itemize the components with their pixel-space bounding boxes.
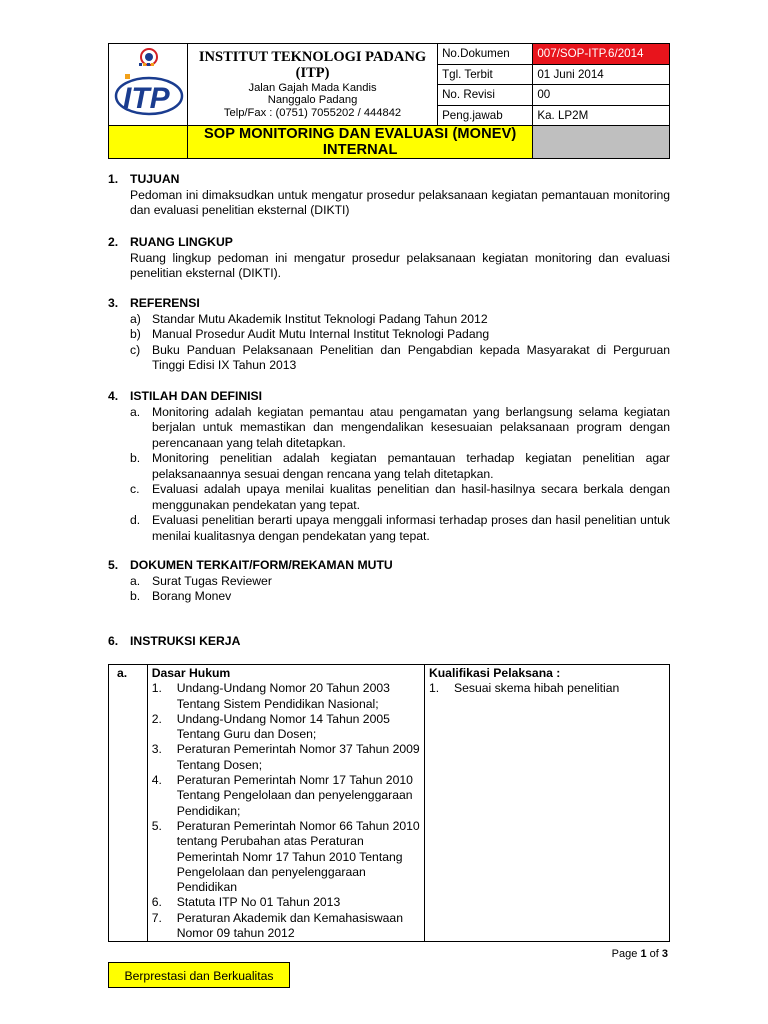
list-item xyxy=(130,343,670,374)
meta-label-responsible: Peng.jawab xyxy=(438,105,533,126)
list-marker: 7. xyxy=(151,910,162,925)
phone-fax: Telp/Fax : (0751) 7055202 / 444842 xyxy=(223,106,402,119)
qualification-list xyxy=(429,681,665,696)
legal-basis-list xyxy=(152,681,420,941)
list-text: Peraturan Pemerintah Nomor 66 Tahun 2010 tentang Perubahan atas Peraturan Pemerintah Nomr 17 Tahun 2010 Tentang Pengelolaan dan penyelenggaraan Pendidikan xyxy=(176,818,420,895)
meta-value-doc-number: 007/SOP-ITP.6/2014 xyxy=(533,44,670,65)
section-title: RUANG LINGKUP xyxy=(130,235,233,249)
instruction-table xyxy=(108,664,670,942)
list-marker: c) xyxy=(130,342,141,357)
section-text: Ruang lingkup pedoman ini mengatur prosedur pelaksanaan kegiatan monitoring dan evaluasi penelitian eksternal (DIKTI). xyxy=(130,250,670,280)
meta-label-doc-number: No.Dokumen xyxy=(438,44,533,65)
list-marker: b) xyxy=(130,327,141,341)
page-current: 1 xyxy=(640,948,647,960)
document-header xyxy=(108,43,670,159)
list-item xyxy=(130,589,670,605)
list-item xyxy=(130,405,670,452)
list-item xyxy=(130,574,670,590)
list-text: Monitoring adalah kegiatan pemantau atau pengamatan yang berlangsung selama kegiatan berjalan untuk memastikan dan mengendalikan kesesuaian pelaksanaan program dengan perencanaan yang telah ditetapkan. xyxy=(152,404,670,450)
section-referensi xyxy=(108,296,670,374)
meta-label-revision: No. Revisi xyxy=(438,85,533,106)
logo-text: ITP xyxy=(123,82,170,115)
list-text: Standar Mutu Akademik Institut Teknologi Padang Tahun 2012 xyxy=(152,311,488,326)
list-text: Peraturan Akademik dan Kemahasiswaan Nomor 09 tahun 2012 xyxy=(176,910,403,941)
section-tujuan xyxy=(108,172,670,219)
list-marker: a) xyxy=(130,311,141,326)
title-left-band xyxy=(109,126,188,159)
section-title: ISTILAH DAN DEFINISI xyxy=(130,389,263,403)
list-text: Peraturan Pemerintah Nomr 17 Tahun 2010 Tentang Pengelolaan dan penyelenggaraan Pendidikan; xyxy=(176,773,413,818)
list-text: Sesuai skema hibah penelitian xyxy=(453,681,620,696)
list-marker: 2. xyxy=(151,711,162,726)
section-title: DOKUMEN TERKAIT/FORM/REKAMAN MUTU xyxy=(130,558,393,572)
page-prefix: Page xyxy=(611,948,638,960)
meta-label-issue-date: Tgl. Terbit xyxy=(438,64,533,85)
list-marker: 5. xyxy=(151,818,162,833)
list-item xyxy=(152,895,420,910)
title-right-band xyxy=(533,126,670,159)
list-marker: 4. xyxy=(151,773,162,788)
list-item xyxy=(130,482,670,513)
institution-abbr: (ITP) xyxy=(295,65,330,82)
list-text: Statuta ITP No 01 Tahun 2013 xyxy=(176,895,341,910)
page-number xyxy=(560,948,668,960)
list-marker: b. xyxy=(130,589,141,603)
address-line-1: Jalan Gajah Mada Kandis xyxy=(248,81,377,94)
list-marker: 1. xyxy=(151,681,162,696)
list-marker: 3. xyxy=(151,742,162,757)
logo-cell xyxy=(109,44,188,126)
section-title: TUJUAN xyxy=(130,172,180,186)
list-item xyxy=(152,742,420,773)
list-marker: b. xyxy=(130,451,141,465)
section-instruksi-kerja xyxy=(108,634,670,650)
list-item xyxy=(429,681,665,696)
qualification-cell xyxy=(424,665,669,942)
list-marker: a. xyxy=(130,573,141,588)
document-title: SOP MONITORING DAN EVALUASI (MONEV) INTERNAL xyxy=(188,126,533,159)
section-text: Pedoman ini dimaksudkan untuk mengatur prosedur pelaksanaan kegiatan pemantauan monitoring dan evaluasi penelitian eksternal (DIKTI) xyxy=(130,187,670,217)
list-item xyxy=(152,911,420,942)
list-text: Monitoring penelitian adalah kegiatan pemantauan terhadap kegiatan penelitian agar pelaksanaannya sesuai dengan rencana yang telah ditetapkan. xyxy=(152,451,670,481)
legal-basis-cell xyxy=(147,665,424,942)
section-number: 6. xyxy=(108,634,119,648)
institution-block xyxy=(188,44,438,126)
section-ruang-lingkup xyxy=(108,235,670,282)
list-text: Borang Monev xyxy=(152,589,232,603)
list-item xyxy=(152,681,420,712)
section-number: 1. xyxy=(108,172,119,186)
page-total: 3 xyxy=(661,948,668,960)
address-line-2: Nanggalo Padang xyxy=(267,94,358,107)
section-number: 5. xyxy=(108,558,119,572)
section-number: 4. xyxy=(108,389,119,403)
section-dokumen-terkait xyxy=(108,558,670,605)
itp-logo xyxy=(109,44,187,120)
list-marker: 6. xyxy=(151,895,162,910)
motto-box: Berprestasi dan Berkualitas xyxy=(108,962,290,988)
list-item xyxy=(130,451,670,482)
list-item xyxy=(152,712,420,743)
list-item xyxy=(152,773,420,819)
section-title: REFERENSI xyxy=(130,296,200,310)
list-text: Manual Prosedur Audit Mutu Internal Institut Teknologi Padang xyxy=(152,327,490,341)
list-text: Peraturan Pemerintah Nomor 37 Tahun 2009 Tentang Dosen; xyxy=(176,742,420,772)
meta-value-issue-date: 01 Juni 2014 xyxy=(533,64,670,85)
section-number: 3. xyxy=(108,296,119,310)
section-title: INSTRUKSI KERJA xyxy=(130,634,241,648)
list-item xyxy=(130,312,670,328)
section-istilah xyxy=(108,389,670,544)
legal-basis-title: Dasar Hukum xyxy=(151,666,231,680)
list-text: Evaluasi penelitian berarti upaya menggali informasi terhadap proses dan hasil penelitian untuk menilai kualitasnya dengan pendekatan yang tepat. xyxy=(152,513,670,543)
list-text: Evaluasi adalah upaya menilai kualitas penelitian dan hasil-hasilnya secara berkala dengan menggunakan pendekatan yang tepat. xyxy=(152,482,670,512)
list-marker: d. xyxy=(130,513,141,527)
row-label: a. xyxy=(109,665,148,942)
list-marker: a. xyxy=(130,404,141,419)
meta-value-revision: 00 xyxy=(533,85,670,106)
institution-name: INSTITUT TEKNOLOGI PADANG xyxy=(198,49,427,66)
list-marker: 1. xyxy=(428,681,440,696)
list-text: Buku Panduan Pelaksanaan Penelitian dan Pengabdian kepada Masyarakat di Perguruan Tinggi Edisi IX Tahun 2013 xyxy=(152,342,670,372)
section-number: 2. xyxy=(108,235,119,249)
list-item xyxy=(130,327,670,343)
page-of: of xyxy=(649,948,659,960)
list-marker: c. xyxy=(130,482,140,496)
list-text: Undang-Undang Nomor 14 Tahun 2005 Tentang Guru dan Dosen; xyxy=(176,711,390,742)
list-text: Surat Tugas Reviewer xyxy=(152,573,272,588)
list-item xyxy=(152,819,420,895)
list-text: Undang-Undang Nomor 20 Tahun 2003 Tentang Sistem Pendidikan Nasional; xyxy=(176,681,390,711)
list-item xyxy=(130,513,670,544)
qualification-title: Kualifikasi Pelaksana : xyxy=(428,666,561,680)
meta-value-responsible: Ka. LP2M xyxy=(533,105,670,126)
